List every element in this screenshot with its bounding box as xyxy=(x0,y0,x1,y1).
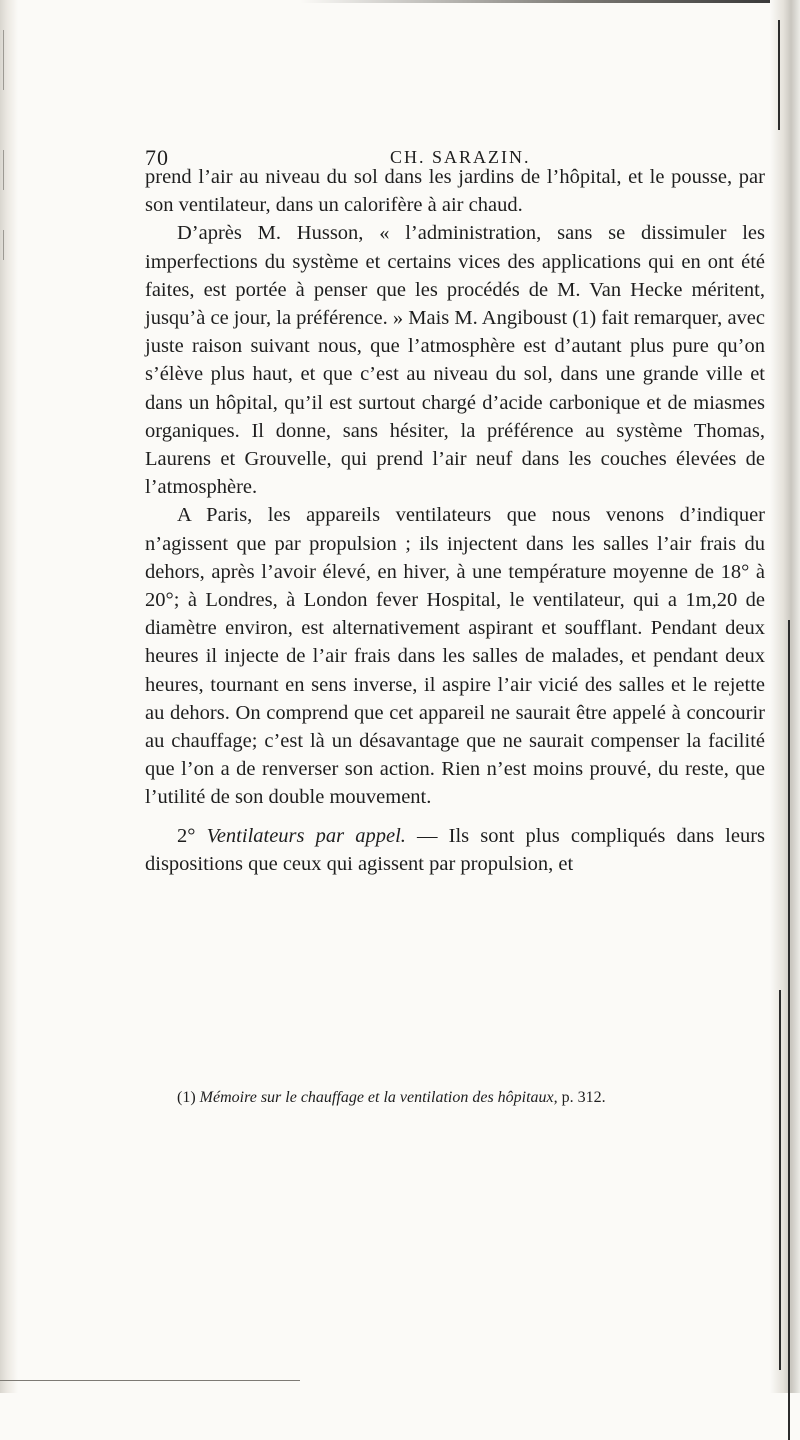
section-text: — Ils sont plus compliqués dans leurs dispositions que ceux qui agissent par propulsion, et xyxy=(145,824,766,875)
body-text xyxy=(145,163,765,878)
paragraph: A Paris, les appareils ventilateurs que nous venons d’indiquer n’agissent que par propulsion ; ils injectent dans les salles l’air frais du dehors, après l’avoir élevé, en hiver, à une température moyenne de 18° à 20°; à Londres, à London fever Hospital, le ventilateur, qui a 1m,20 de diamètre environ, est alternativement aspirant et soufflant. Pendant deux heures il injecte de l’air frais dans les salles de malades, et pendant deux heures, tournant en sens inverse, il aspire l’air vicié des salles et le rejette au dehors. On comprend que cet appareil ne saurait être appelé à concourir au chauffage; c’est là un désavantage que ne saurait compenser la facilité que l’on a de renverser son action. Rien n’est moins prouvé, du reste, que l’utilité de son double mouvement. xyxy=(145,504,765,809)
page-number: 70 xyxy=(145,145,169,170)
section-title: Ventilateurs par appel. xyxy=(206,824,406,847)
running-head: CH. SARAZIN. xyxy=(390,147,531,167)
page-right-edge xyxy=(770,0,800,1393)
paragraph: prend l’air au niveau du sol dans les jardins de l’hôpital, et le pousse, par son ventilateur, dans un calorifère à air chaud. xyxy=(145,166,765,217)
bottom-edge-rule xyxy=(0,1380,300,1381)
footnote xyxy=(145,1087,765,1109)
footnote-page-ref: p. 312. xyxy=(561,1089,606,1106)
footnote-marker: (1) xyxy=(177,1089,196,1106)
section-paragraph xyxy=(145,822,765,878)
paragraph: D’après M. Husson, « l’administration, sans se dissimuler les imperfections du système et certains vices des applications qui en ont été faites, est portée à penser que les procédés de M. Van Hecke méritent, jusqu’à ce jour, la préférence. » Mais M. Angiboust (1) fait remarquer, avec juste raison suivant nous, que l’atmosphère est d’autant plus pure qu’on s’élève plus haut, et que c’est au niveau du sol, dans une grande ville et dans un hôpital, qu’il est surtout chargé d’acide carbonique et de miasmes organiques. Il donne, sans hésiter, la préférence au système Thomas, Laurens et Grouvelle, qui prend l’air neuf dans les couches élevées de l’atmosphère. xyxy=(145,222,765,499)
section-number: 2° xyxy=(177,824,196,847)
top-edge-shadow xyxy=(300,0,770,3)
page-left-edge xyxy=(0,0,18,1393)
footnote-title: Mémoire sur le chauffage et la ventilation des hôpitaux, xyxy=(199,1089,558,1106)
